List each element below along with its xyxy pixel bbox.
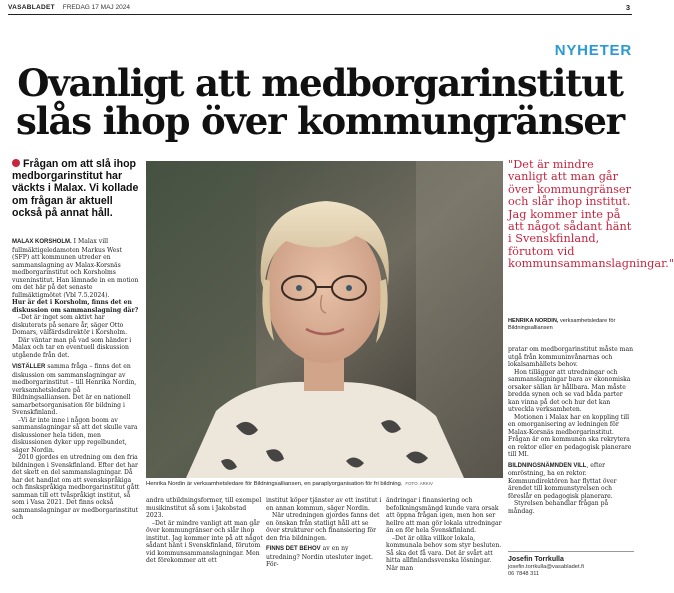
body-text: I Malax vill fullmäktigeledamoten Markus West (SFP) att kommunen utreder en sammanslagning av Malax-Korsnäs medborgarinstitut och Korsholms vuxeninstitut. Han lämnade in en motion om det här på det senaste fullmäktigmötet (Vbl 7.5.2024). xyxy=(12,238,139,299)
body-paragraph: Hon tillägger att utredningar och sammanslagningar bara av ekonomiska orsaker sällan är hållbara. Man måste bredda synen och se vad båda parter kan vinna på det och hur det kan utveckla verksamheten. xyxy=(508,368,631,413)
photo-caption xyxy=(146,480,503,488)
paper-name: VASABLADET xyxy=(8,4,55,11)
body-paragraph xyxy=(12,363,140,417)
quote-source-title: verksamhetsledare för Bildningsalliansen xyxy=(508,318,616,331)
body-paragraph: Styrelsen behandlar frågan på måndag. xyxy=(508,500,609,515)
body-paragraph: Där väntar man på vad som händer i Malax och tar en eventuell diskussion utgående från det. xyxy=(12,336,132,359)
body-paragraph xyxy=(12,238,140,299)
body-text: samma fråga – finns det en diskussion om sammanslagningar av medborgarinstitut – till Henrika Nordin, verksamhetsledare på Bildningsalliansen. Det är en nationell samarbetsorganisation för bildning i Svenskfinland. xyxy=(12,363,137,416)
lead-text: Frågan om att slå ihop medborgarinstitut har väckts i Malax. Vi kollade om frågan är aktuell också på annat håll. xyxy=(12,158,139,219)
pull-quote: "Det är mindre vanligt att man går över kommungränser och slår ihop institut. Jag kommer inte på att något sådant hänt i Svenskfinland, förutom vid kommunsammanslagningar." xyxy=(508,158,674,271)
quote-source xyxy=(508,318,634,331)
page-header xyxy=(8,2,632,14)
headline-line-1: Ovanligt att medborgarinstitut xyxy=(17,61,623,105)
body-paragraph: ändringar i finansiering och befolkningsmängd kunde vara orsak att öppna frågan igen, men hon ser hellre att man gör lokala utredningar än en för hela Svenskfinland. xyxy=(386,497,502,534)
bullet-dot-icon xyxy=(12,159,20,167)
kicker: VISTÄLLER xyxy=(12,364,46,370)
body-paragraph: Motionen i Malax har en koppling till en omorganisering av ledningen för Malax-Korsnäs medborgarinstitut. Frågan är om kommunen ska rekrytera en rektor eller en pedagogisk planerare till MI. xyxy=(508,413,632,458)
portrait-photo xyxy=(146,161,503,478)
body-paragraph: När utredningen gjordes fanns det en önskan från statligt håll att se över strukturer och finansiering för den fria bildningen. xyxy=(266,512,380,542)
caption-text: Henrika Nordin är verksamhetsledare för Bildningsalliansen, en paraplyorganisation för fri bildning. xyxy=(146,481,403,487)
author-email[interactable]: josefin.torrkulla@vasabladet.fi xyxy=(508,564,584,570)
author-phone: 06 7848 311 xyxy=(508,571,540,577)
issue-date: FREDAG 17 MAJ 2024 xyxy=(62,4,130,11)
portrait-illustration xyxy=(146,161,503,478)
body-paragraph: –Vi är inte inne i någon boom av sammanslagningar så att det skulle vara diskussioner hela tiden, men diskussionen dyker upp regelbundet, säger Nordin. xyxy=(12,416,138,454)
photo-credit: FOTO: ARKIV xyxy=(405,481,433,486)
question: Hur är det i Korsholm, finns det en diskussion om sammanslagning där? xyxy=(12,299,139,314)
headline xyxy=(0,61,640,143)
body-column-1 xyxy=(12,238,140,522)
dateline: MALAX KORSHOLM. xyxy=(12,239,72,245)
quote-source-name: HENRIKA NORDIN, xyxy=(508,318,559,324)
body-text: av en ny utredning? Nordin utesluter inget. För- xyxy=(266,545,373,568)
body-paragraph xyxy=(508,462,634,501)
byline xyxy=(508,551,634,578)
body-paragraph: –Det är mindre vanligt att man går över kommungränser och slår ihop institut. Jag kommer inte på att något sådant hänt i Svenskfinland, förutom vid kommunsammanslagningar. Men det förekommer att ett xyxy=(146,519,263,564)
kicker: FINNS DET BEHOV xyxy=(266,546,321,552)
body-column-2 xyxy=(146,497,264,565)
kicker: BILDNINGSNÄMNDEN VILL xyxy=(508,462,587,469)
body-column-right xyxy=(508,346,634,515)
body-paragraph: –Det är olika villkor lokala, kommunala behov som styr besluten. Så ska det få vara. Det är svårt att hitta allfinlandssvenska lösningar. När man xyxy=(386,534,502,572)
author-name: Josefin Torrkulla xyxy=(508,556,564,563)
section-label: NYHETER xyxy=(554,42,632,59)
body-column-3 xyxy=(266,497,384,569)
body-column-4 xyxy=(386,497,504,572)
byline-rule xyxy=(508,551,634,552)
body-paragraph: 2010 gjordes en utredning om den fria bildningen i Svenskfinland. Efter det har det skett en del sammanslagningar. Då har det handlat om att svenskspråkiga och finskspråkiga medborgarinstitut gått samman till ett tvåspråkigt institut, så som i Vasa 2021. Det finns också sammanslagningar av medborgarinstitut och xyxy=(12,454,140,521)
page-number: 3 xyxy=(625,3,630,12)
body-text: , efter omröstning, ha en rektor. Kommundirektören har flyttat över ärendet till kommunstyrelsen och föreslår en pedagogisk planerare. xyxy=(508,461,617,500)
body-paragraph xyxy=(266,545,384,569)
body-paragraph: –Det är inget som aktivt har diskuterats på senare år, säger Otto Domars, välfärdsdirektör i Korsholm. xyxy=(12,314,128,336)
header-rule xyxy=(8,14,632,15)
body-paragraph: institut köper tjänster av ett institut i en annan kommun, säger Nordin. xyxy=(266,497,382,512)
lead-paragraph xyxy=(12,158,142,219)
headline-line-2: slås ihop över kommungränser xyxy=(16,99,624,143)
body-paragraph: andra utbildningsformer, till exempel musikinstitut så som i Jakobstad 2023. xyxy=(146,497,262,519)
body-paragraph: pratar om medborgarinstitut måste man utgå från kommuninvånarnas och lokalsamhällets behov. xyxy=(508,346,634,368)
